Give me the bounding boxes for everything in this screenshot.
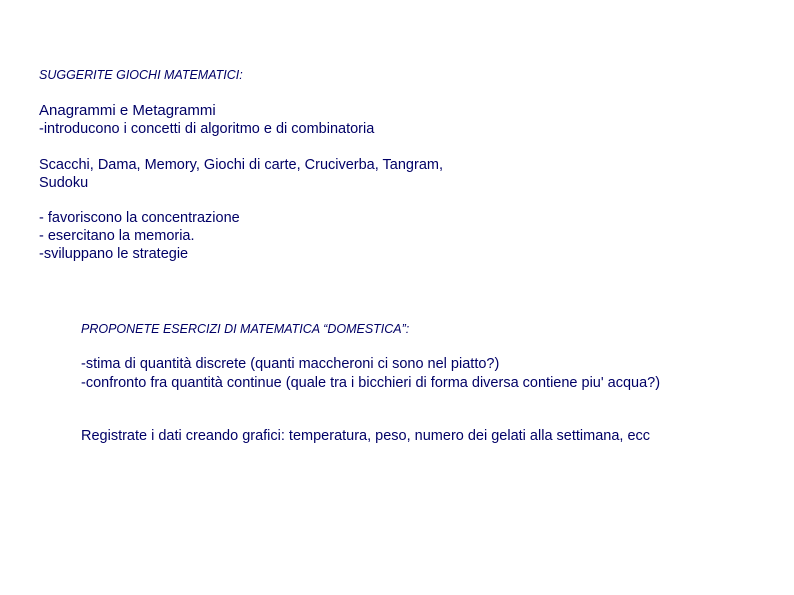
section-games-heading: SUGGERITE GIOCHI MATEMATICI: — [39, 68, 243, 82]
benefit-item: -sviluppano le strategie — [39, 246, 189, 262]
closing-text: Registrate i dati creando grafici: temperatura, peso, numero dei gelati alla settimana, ecc — [81, 428, 651, 444]
anagram-title: Anagrammi e Metagrammi — [39, 102, 216, 119]
benefit-item: - favoriscono la concentrazione — [39, 210, 240, 226]
benefit-item: - esercitano la memoria. — [39, 228, 195, 244]
anagram-description: -introducono i concetti di algoritmo e di combinatoria — [39, 121, 375, 137]
exercise-item: -confronto fra quantità continue (quale tra i bicchieri di forma diversa contiene piu' acqua?) — [81, 375, 661, 391]
exercise-item: -stima di quantità discrete (quanti maccheroni ci sono nel piatto?) — [81, 356, 500, 372]
games-list-line-1: Scacchi, Dama, Memory, Giochi di carte, Cruciverba, Tangram, — [39, 157, 443, 173]
games-list-line-2: Sudoku — [39, 175, 89, 191]
section-exercises-heading: PROPONETE ESERCIZI DI MATEMATICA “DOMESTICA”: — [81, 322, 410, 336]
